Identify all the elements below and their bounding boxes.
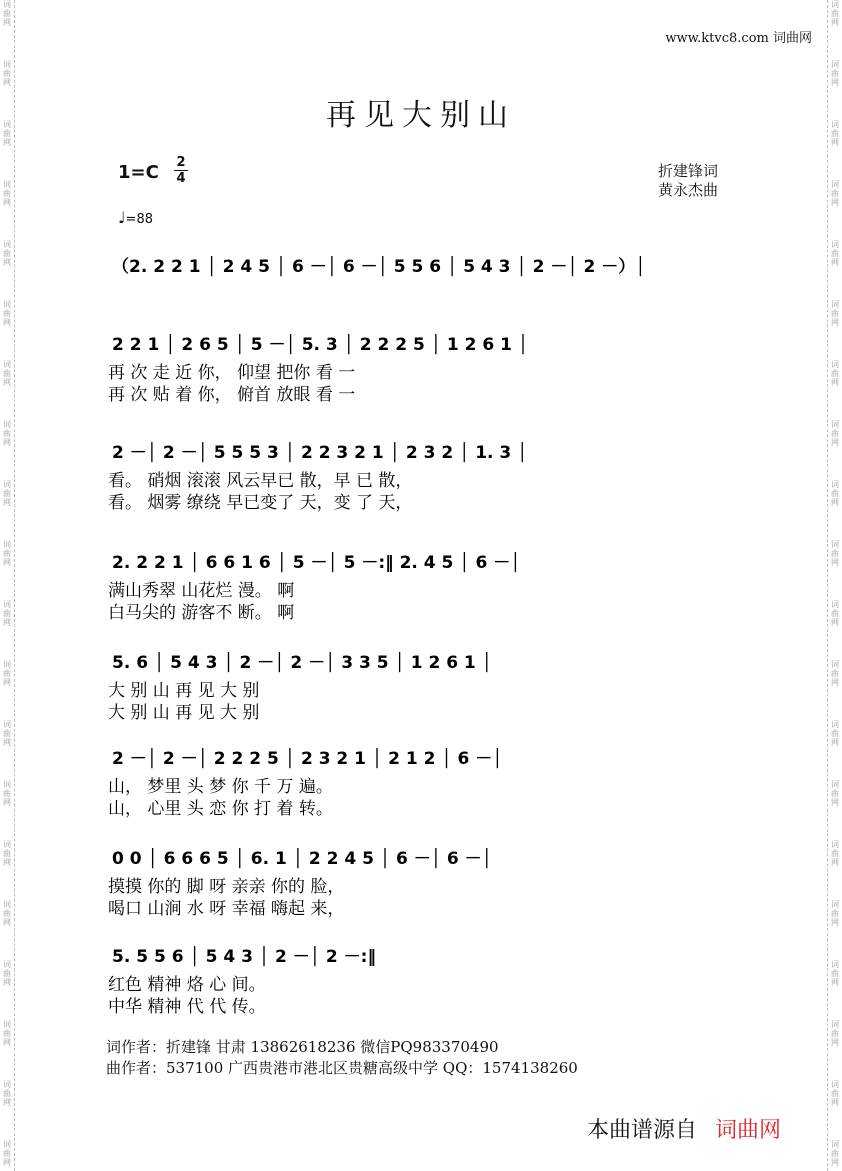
watermark-text: 词 曲 网 (3, 1020, 11, 1047)
watermark-text: 词 曲 网 (3, 960, 11, 987)
notation-line: 2 2 1 │ 2 6 5 │ 5 －│ 5. 3 │ 2 2 2 5 │ 1 2 6 1 │ (112, 335, 529, 355)
watermark-text: 词 曲 网 (3, 120, 11, 147)
lyric-line: 再 次 走 近 你， 仰望 把你 看 一 (108, 363, 356, 383)
watermark-text: 词 曲 网 (831, 600, 839, 627)
watermark-text: 词 曲 网 (831, 780, 839, 807)
notation-line: 2. 2 2 1 │ 6 6 1 6 │ 5 －│ 5 －:‖ 2. 4 5 │ 6 －│ (112, 553, 521, 573)
watermark-text: 词 曲 网 (831, 840, 839, 867)
watermark-text: 词 曲 网 (3, 420, 11, 447)
key-signature: 1=C (118, 162, 159, 183)
watermark-text: 词 曲 网 (831, 1080, 839, 1107)
lyricist: 折建锋词 (658, 162, 719, 180)
lyric-line: 山， 梦里 头 梦 你 千 万 遍。 (108, 777, 333, 797)
notation-line: 5. 6 │ 5 4 3 │ 2 －│ 2 －│ 3 3 5 │ 1 2 6 1 │ (112, 653, 492, 673)
watermark-text: 词 曲 网 (831, 720, 839, 747)
watermark-text: 词 曲 网 (3, 780, 11, 807)
lyric-line: 看。 烟雾 缭绕 早已变了 天，变 了 天， (108, 493, 413, 513)
watermark-text: 词 曲 网 (831, 300, 839, 327)
watermark-text: 词 曲 网 (831, 1140, 839, 1167)
watermark-text: 词 曲 网 (3, 360, 11, 387)
credits (106, 1037, 578, 1079)
tempo-value: =88 (125, 212, 153, 227)
watermark-text: 词 曲 网 (3, 60, 11, 87)
watermark-text: 词 曲 网 (831, 60, 839, 87)
watermark-text: 词 曲 网 (3, 240, 11, 267)
credit-composer: 曲作者：537100 广西贵港市港北区贵糖高级中学 QQ：1574138260 (106, 1059, 578, 1077)
credit-lyricist: 词作者：折建锋 甘肃 13862618236 微信PQ983370490 (106, 1038, 499, 1056)
meter-top: 2 (176, 155, 186, 170)
watermark-text: 词 曲 网 (3, 1140, 11, 1167)
watermark-text: 词 曲 网 (3, 840, 11, 867)
watermark-text: 词 曲 网 (831, 0, 839, 27)
lyric-line: 大 别 山 再 见 大 别 (108, 703, 260, 723)
watermark-text: 词 曲 网 (831, 420, 839, 447)
watermark-text: 词 曲 网 (3, 480, 11, 507)
lyric-line: 山， 心里 头 恋 你 打 着 转。 (108, 799, 333, 819)
watermark-text: 词 曲 网 (831, 960, 839, 987)
watermark-text: 词 曲 网 (831, 540, 839, 567)
watermark-text: 词 曲 网 (3, 1080, 11, 1107)
watermark-text: 词 曲 网 (3, 600, 11, 627)
watermark-text: 词 曲 网 (3, 720, 11, 747)
watermark-text: 词 曲 网 (3, 0, 11, 27)
watermark-text: 词 曲 网 (831, 240, 839, 267)
watermark-text: 词 曲 网 (831, 360, 839, 387)
watermark-text: 词 曲 网 (3, 900, 11, 927)
notation-line: 0 0 │ 6 6 6 5 │ 6. 1 │ 2 2 4 5 │ 6 －│ 6 －│ (112, 849, 492, 869)
lyric-line: 摸摸 你的 脚 呀 亲亲 你的 脸， (108, 877, 345, 897)
notation-line: 2 －│ 2 －│ 5 5 5 3 │ 2 2 3 2 1 │ 2 3 2 │ 1. 3 │ (112, 443, 528, 463)
lyric-line: 再 次 贴 着 你， 俯首 放眼 看 一 (108, 385, 356, 405)
footer-brand[interactable]: 词曲网 (715, 1118, 782, 1143)
watermark-text: 词 曲 网 (3, 300, 11, 327)
source-footer (587, 1113, 781, 1144)
quarter-note-icon: ♩ (118, 208, 126, 227)
watermark-text: 词 曲 网 (3, 660, 11, 687)
watermark-text: 词 曲 网 (3, 540, 11, 567)
watermark-text: 词 曲 网 (831, 900, 839, 927)
notation-line: 2 －│ 2 －│ 2 2 2 5 │ 2 3 2 1 │ 2 1 2 │ 6 －│ (112, 749, 503, 769)
lyric-line: 满山秀翠 山花烂 漫。 啊 (108, 581, 295, 601)
meter-bottom: 4 (176, 171, 186, 186)
lyric-line: 大 别 山 再 见 大 别 (108, 681, 260, 701)
site-url[interactable]: www.ktvc8.com 词曲网 (665, 31, 812, 46)
composer: 黄永杰曲 (658, 181, 719, 199)
lyric-line: 白马尖的 游客不 断。 啊 (108, 603, 295, 623)
notation-line: （2. 2 2 1 │ 2 4 5 │ 6 －│ 6 －│ 5 5 6 │ 5 4 3 │ 2 －│ 2 －）│ (112, 257, 646, 277)
watermark-text: 词 曲 网 (3, 180, 11, 207)
lyric-line: 中华 精神 代 代 传。 (108, 997, 266, 1017)
watermark-text: 词 曲 网 (831, 660, 839, 687)
watermark-text: 词 曲 网 (831, 480, 839, 507)
lyric-line: 看。 硝烟 滚滚 风云早已 散，早 已 散， (108, 471, 413, 491)
watermark-text: 词 曲 网 (831, 180, 839, 207)
lyric-line: 喝口 山涧 水 呀 幸福 嗨起 来， (108, 899, 345, 919)
footer-source: 本曲谱源自 (587, 1118, 698, 1143)
lyric-line: 红色 精神 烙 心 间。 (108, 975, 266, 995)
watermark-text: 词 曲 网 (831, 120, 839, 147)
song-title: 再见大别山 (326, 98, 516, 133)
watermark-text: 词 曲 网 (831, 1020, 839, 1047)
notation-line: 5. 5 5 6 │ 5 4 3 │ 2 －│ 2 －:‖ (112, 947, 376, 967)
